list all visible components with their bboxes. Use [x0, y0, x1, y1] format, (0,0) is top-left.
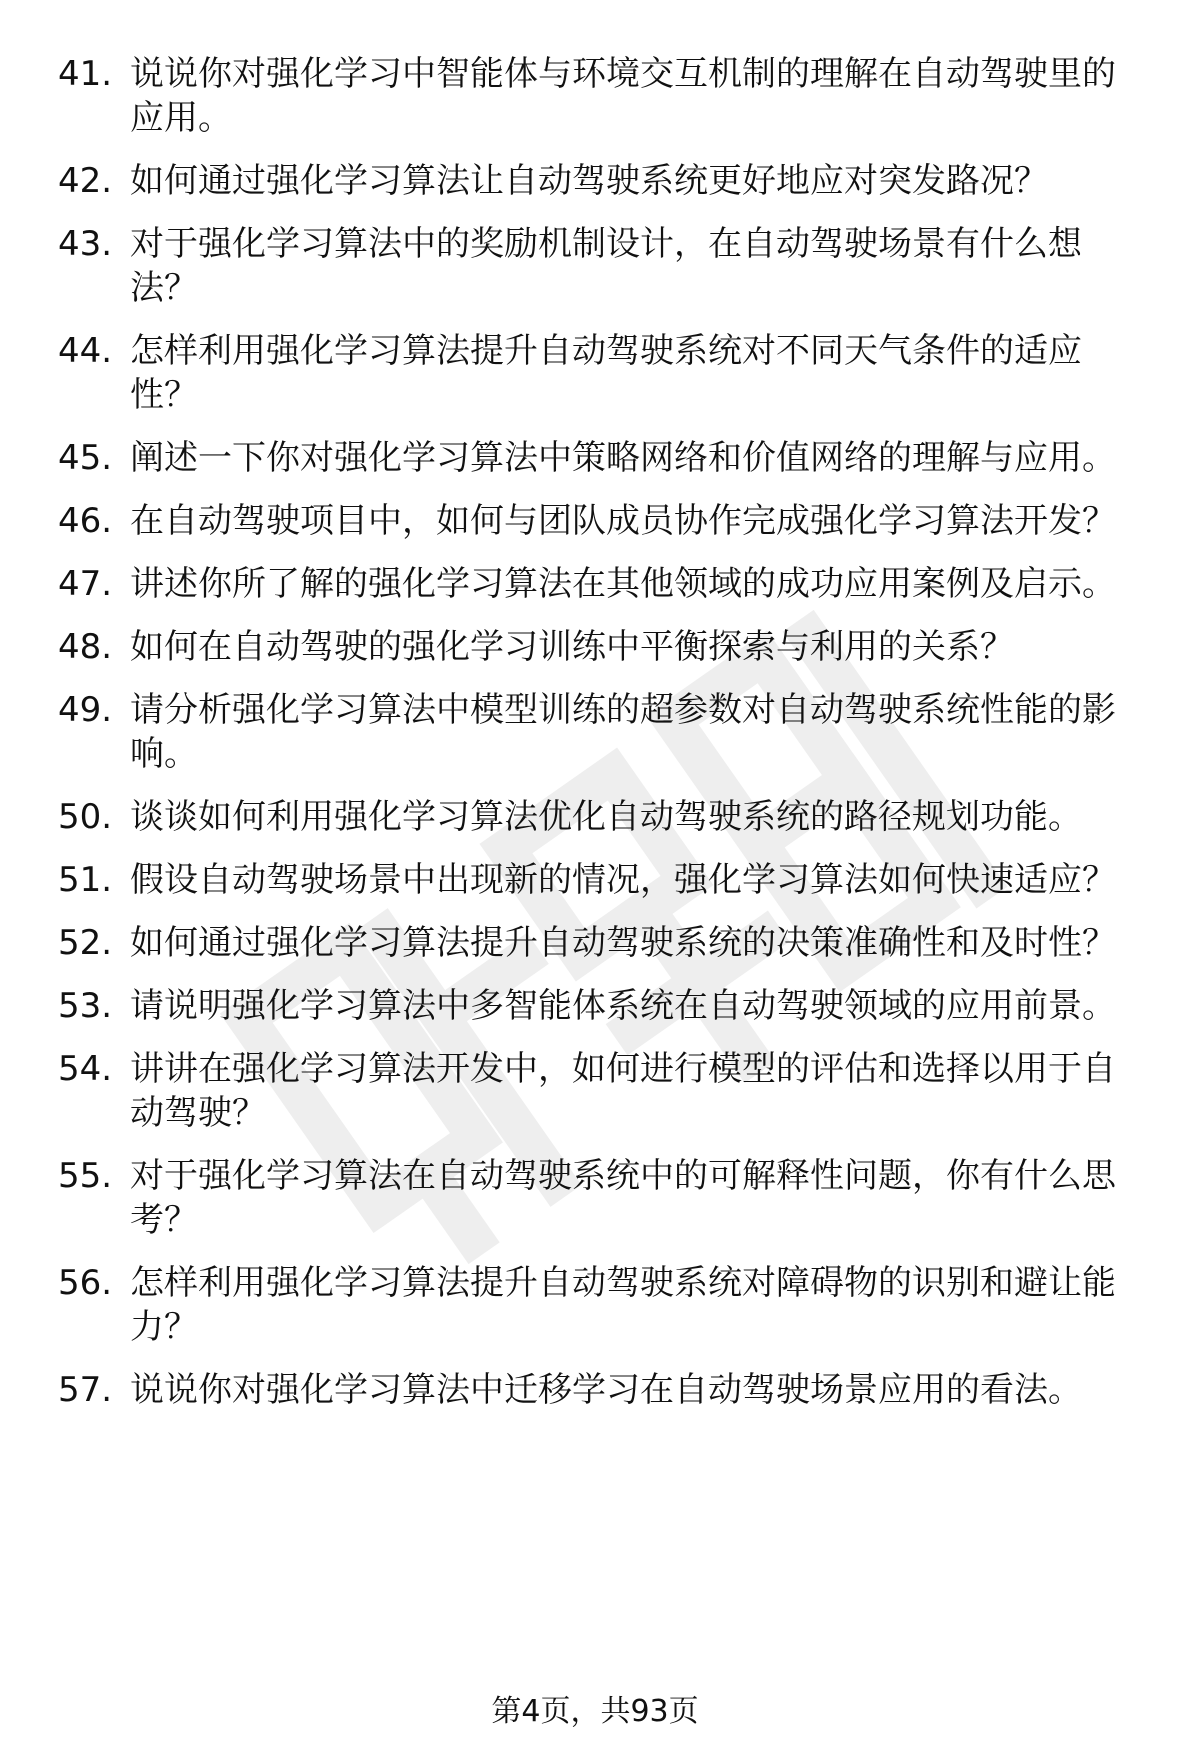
question-text: 如何通过强化学习算法提升自动驾驶系统的决策准确性和及时性？ [130, 923, 1116, 963]
question-item [0, 1154, 1190, 1242]
question-number: 42. [58, 161, 113, 201]
question-item [0, 1261, 1190, 1349]
question-item [0, 688, 1190, 776]
question-item [0, 329, 1190, 417]
question-text: 讲述你所了解的强化学习算法在其他领域的成功应用案例及启示。 [130, 564, 1116, 604]
question-number: 47. [58, 564, 113, 604]
question-number: 41. [58, 54, 113, 94]
question-number: 51. [58, 860, 113, 900]
question-item [0, 858, 1190, 902]
question-text: 说说你对强化学习中智能体与环境交互机制的理解在自动驾驶里的应用。 [130, 54, 1116, 138]
question-text: 讲讲在强化学习算法开发中，如何进行模型的评估和选择以用于自动驾驶？ [130, 1049, 1116, 1133]
question-number: 52. [58, 923, 113, 963]
question-number: 54. [58, 1049, 113, 1089]
question-number: 55. [58, 1156, 113, 1196]
question-item [0, 222, 1190, 310]
question-text: 说说你对强化学习算法中迁移学习在自动驾驶场景应用的看法。 [130, 1370, 1082, 1410]
question-number: 53. [58, 986, 113, 1026]
question-text: 如何在自动驾驶的强化学习训练中平衡探索与利用的关系？ [130, 627, 1014, 667]
question-item [0, 1047, 1190, 1135]
question-item [0, 499, 1190, 543]
question-number: 57. [58, 1370, 113, 1410]
question-text: 怎样利用强化学习算法提升自动驾驶系统对不同天气条件的适应性？ [130, 331, 1082, 415]
page-footer: 第4页，共93页 [491, 1694, 699, 1729]
question-item [0, 921, 1190, 965]
question-text: 对于强化学习算法在自动驾驶系统中的可解释性问题，你有什么思考？ [130, 1156, 1116, 1240]
question-item [0, 625, 1190, 669]
question-text: 在自动驾驶项目中，如何与团队成员协作完成强化学习算法开发？ [130, 501, 1116, 541]
question-item [0, 1368, 1190, 1412]
question-number: 48. [58, 627, 113, 667]
question-number: 50. [58, 797, 113, 837]
question-text: 阐述一下你对强化学习算法中策略网络和价值网络的理解与应用。 [130, 438, 1116, 478]
question-text: 请说明强化学习算法中多智能体系统在自动驾驶领域的应用前景。 [130, 986, 1116, 1026]
question-item [0, 984, 1190, 1028]
question-item [0, 159, 1190, 203]
question-text: 对于强化学习算法中的奖励机制设计，在自动驾驶场景有什么想法？ [130, 224, 1082, 308]
question-item [0, 795, 1190, 839]
question-number: 43. [58, 224, 113, 264]
question-text: 如何通过强化学习算法让自动驾驶系统更好地应对突发路况？ [130, 161, 1048, 201]
question-item [0, 52, 1190, 140]
question-text: 谈谈如何利用强化学习算法优化自动驾驶系统的路径规划功能。 [130, 797, 1082, 837]
question-list [0, 52, 1190, 1431]
question-text: 请分析强化学习算法中模型训练的超参数对自动驾驶系统性能的影响。 [130, 690, 1116, 774]
question-item [0, 436, 1190, 480]
question-text: 假设自动驾驶场景中出现新的情况，强化学习算法如何快速适应？ [130, 860, 1116, 900]
question-number: 44. [58, 331, 113, 371]
question-number: 46. [58, 501, 113, 541]
question-number: 45. [58, 438, 113, 478]
question-number: 49. [58, 690, 113, 730]
question-text: 怎样利用强化学习算法提升自动驾驶系统对障碍物的识别和避让能力？ [130, 1263, 1116, 1347]
question-item [0, 562, 1190, 606]
question-number: 56. [58, 1263, 113, 1303]
